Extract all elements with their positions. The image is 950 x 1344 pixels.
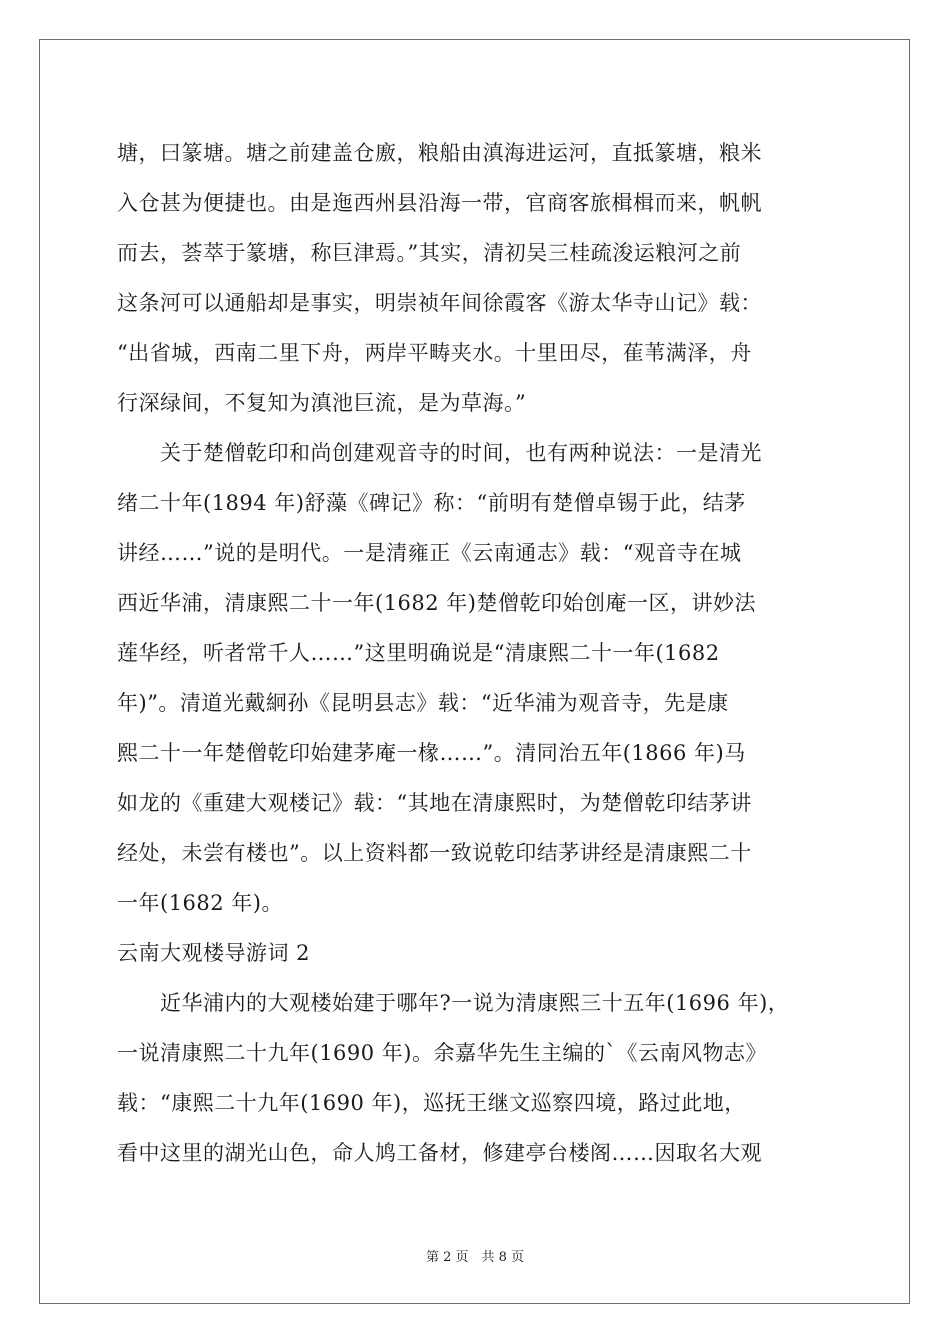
text-line: 这条河可以通船却是事实，明崇祯年间徐霞客《游太华寺山记》载： xyxy=(117,291,762,315)
paragraph-start-line: 关于楚僧乾印和尚创建观音寺的时间，也有两种说法：一是清光 xyxy=(117,441,762,465)
text-line: 一年(1682 年)。 xyxy=(117,891,284,915)
text-line: 熙二十一年楚僧乾印始建茅庵一椽……”。清同治五年(1866 年)马 xyxy=(117,741,746,765)
text-line: 载：“康熙二十九年(1690 年)，巡抚王继文巡察四境，路过此地， xyxy=(117,1091,746,1115)
text-line: 一说清康熙二十九年(1690 年)。余嘉华先生主编的`《云南风物志》 xyxy=(117,1041,768,1065)
text-line: 看中这里的湖光山色，命人鸠工备材，修建亭台楼阁……因取名大观 xyxy=(117,1141,762,1165)
text-line: 讲经……”说的是明代。一是清雍正《云南通志》载：“观音寺在城 xyxy=(117,541,742,565)
text-line: 经处，未尝有楼也”。以上资料都一致说乾印结茅讲经是清康熙二十 xyxy=(117,841,752,865)
paragraph-start-line: 近华浦内的大观楼始建于哪年?一说为清康熙三十五年(1696 年)， xyxy=(117,991,790,1015)
text-line: 年)”。清道光戴絅孙《昆明县志》载：“近华浦为观音寺，先是康 xyxy=(117,691,729,715)
section-heading: 云南大观楼导游词 2 xyxy=(117,941,311,965)
text-line: 莲华经，听者常千人……”这里明确说是“清康熙二十一年(1682 xyxy=(117,641,720,665)
text-line: 西近华浦，清康熙二十一年(1682 年)楚僧乾印始创庵一区，讲妙法 xyxy=(117,591,757,615)
text-line: 而去，荟萃于篆塘，称巨津焉。”其实，清初吴三桂疏浚运粮河之前 xyxy=(117,241,742,265)
document-body xyxy=(117,128,837,1178)
page-number: 第 2 页 共 8 页 xyxy=(425,1250,525,1265)
text-line: 绪二十年(1894 年)舒藻《碑记》称：“前明有楚僧卓锡于此，结茅 xyxy=(117,491,746,515)
text-line: 入仓甚为便捷也。由是迤西州县沿海一带，官商客旅楫楫而来，帆帆 xyxy=(117,191,762,215)
text-line: 塘，曰篆塘。塘之前建盖仓廒，粮船由滇海进运河，直抵篆塘，粮米 xyxy=(117,141,762,165)
text-line: 行深绿间，不复知为滇池巨流，是为草海。” xyxy=(117,391,527,415)
text-line: “出省城，西南二里下舟，两岸平畴夹水。十里田尽，萑苇满泽，舟 xyxy=(117,341,752,365)
text-line: 如龙的《重建大观楼记》载：“其地在清康熙时，为楚僧乾印结茅讲 xyxy=(117,791,752,815)
